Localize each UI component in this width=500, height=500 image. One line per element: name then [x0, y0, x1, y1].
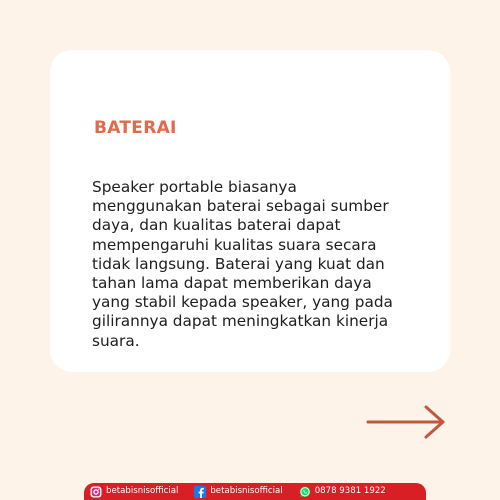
social-item-whatsapp[interactable] — [299, 483, 386, 500]
social-footer-bar — [84, 483, 426, 500]
whatsapp-icon — [299, 486, 311, 498]
content-card — [50, 50, 450, 372]
card-heading: BATERAI — [94, 118, 177, 138]
instagram-handle: betabisnisofficial — [106, 486, 179, 496]
arrow-right-icon[interactable] — [366, 404, 446, 440]
facebook-icon — [194, 486, 206, 498]
facebook-handle: betabisnisofficial — [210, 486, 283, 496]
social-item-facebook[interactable] — [194, 483, 282, 500]
instagram-icon — [90, 486, 102, 498]
social-item-instagram[interactable] — [90, 483, 178, 500]
card-body-text: Speaker portable biasanya menggunakan baterai sebagai sumber daya, dan kualitas baterai dapat mempengaruhi kualitas suara secara tidak langsung. Baterai yang kuat dan tahan lama dapat memberikan daya yang stabil kepada speaker, yang pada gilirannya dapat meningkatkan kinerja suara. — [92, 178, 393, 350]
whatsapp-number: 0878 9381 1922 — [314, 486, 386, 496]
